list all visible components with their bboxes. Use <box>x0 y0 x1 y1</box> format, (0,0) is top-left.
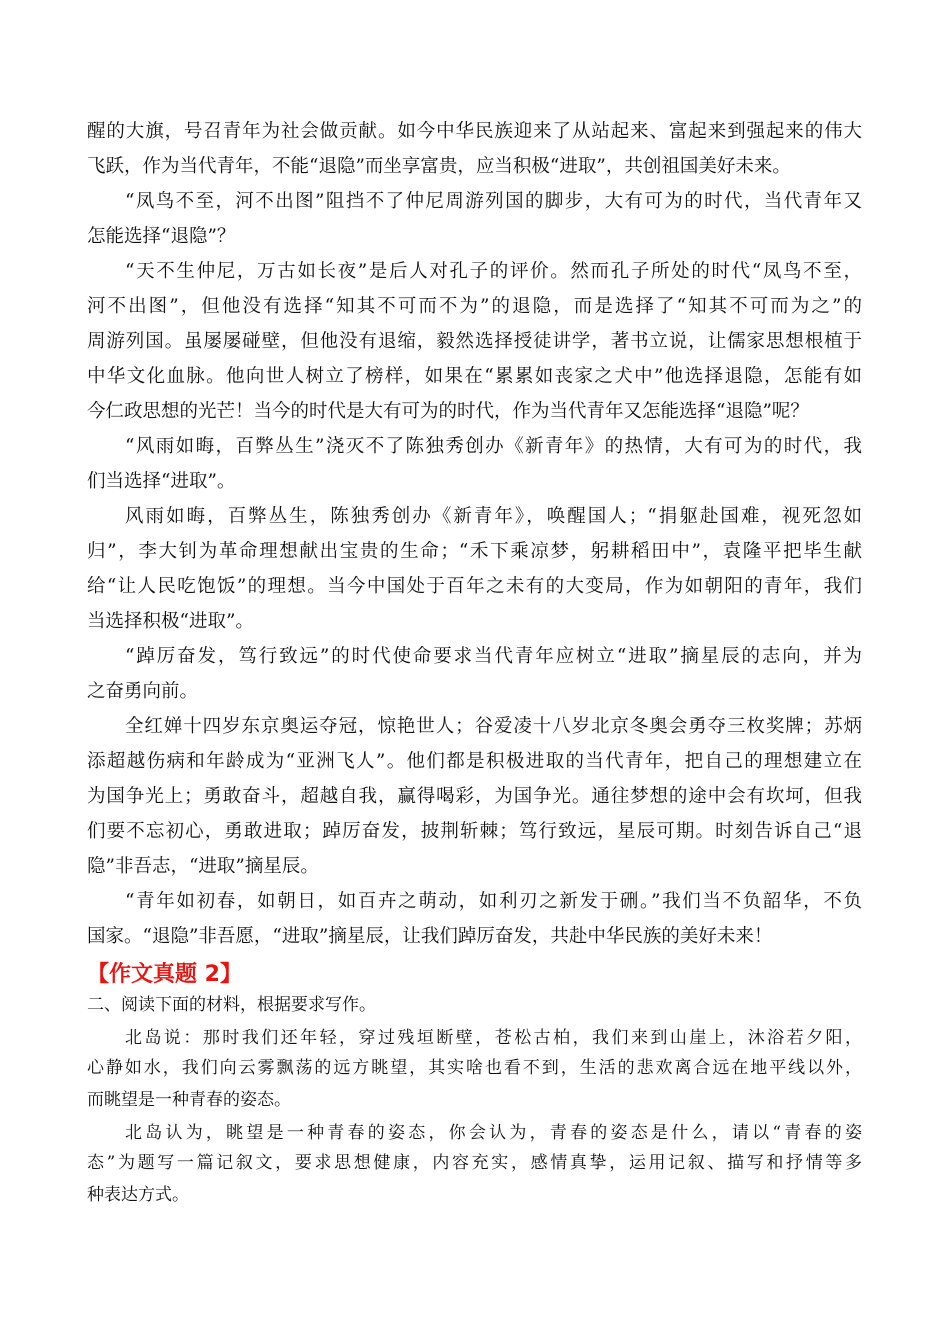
text-line: 今仁政思想的光芒！当今的时代是大有可为的时代，作为当代青年又怎能选择“退隐”呢？ <box>87 401 809 422</box>
text-line: 们要不忘初心，勇敢进取；踔厉奋发，披荆斩棘；笃行致远，星辰可期。时刻告诉自己“退 <box>87 821 862 842</box>
text-line: 醒的大旗，号召青年为社会做贡献。如今中华民族迎来了从站起来、富起来到强起来的伟大 <box>87 121 862 142</box>
text-line: 全红婵十四岁东京奥运夺冠，惊艳世人；谷爱凌十八岁北京冬奥会勇夺三枚奖牌；苏炳 <box>125 716 862 737</box>
text-line: 怎能选择“退隐”？ <box>87 226 236 247</box>
text-line: 归”，李大钊为革命理想献出宝贵的生命；“禾下乘凉梦，躬耕稻田中”，袁隆平把毕生献 <box>87 541 862 562</box>
section-heading: 【作文真题 2】 <box>87 962 242 987</box>
text-line: 周游列国。虽屡屡碰壁，但他没有退缩，毅然选择授徒讲学，著书立说，让儒家思想根植于 <box>87 331 862 352</box>
text-line: 给“让人民吃饱饭”的理想。当今中国处于百年之未有的大变局，作为如朝阳的青年，我们 <box>87 576 862 597</box>
text-line: 之奋勇向前。 <box>87 681 199 702</box>
text-line: 添超越伤病和年龄成为“亚洲飞人”。他们都是积极进取的当代青年，把自己的理想建立在 <box>87 751 862 772</box>
text-line: 而眺望是一种青春的姿态。 <box>87 1090 291 1110</box>
text-line: “青年如初春，如朝日，如百卉之萌动，如利刃之新发于硎。”我们当不负韶华，不负 <box>125 891 862 912</box>
text-line: “天不生仲尼，万古如长夜”是后人对孔子的评价。然而孔子所处的时代“凤鸟不至， <box>125 261 862 282</box>
text-line: “风雨如晦，百弊丛生”浇灭不了陈独秀创办《新青年》的热情，大有可为的时代，我 <box>125 436 862 457</box>
text-line: 们当选择“进取”。 <box>87 471 236 492</box>
text-line: 隐”非吾志，“进取”摘星辰。 <box>87 856 319 877</box>
text-line: 当选择积极“进取”。 <box>87 611 254 632</box>
question-instruction: 二、阅读下面的材料，根据要求写作。 <box>87 995 376 1015</box>
text-line: 种表达方式。 <box>87 1185 189 1205</box>
text-line: 北岛说：那时我们还年轻，穿过残垣断壁，苍松古柏，我们来到山崖上，沐浴若夕阳， <box>125 1028 862 1048</box>
text-line: 北岛认为，眺望是一种青春的姿态，你会认为，青春的姿态是什么，请以“青春的姿 <box>125 1123 862 1143</box>
text-line: 中华文化血脉。他向世人树立了榜样，如果在“累累如丧家之犬中”他选择退隐，怎能有如 <box>87 366 862 387</box>
text-line: “踔厉奋发，笃行致远”的时代使命要求当代青年应树立“进取”摘星辰的志向，并为 <box>125 646 862 667</box>
text-line: 风雨如晦，百弊丛生，陈独秀创办《新青年》，唤醒国人；“捐躯赴国难，视死忽如 <box>125 506 862 527</box>
text-line: 态”为题写一篇记叙文，要求思想健康，内容充实，感情真挚，运用记叙、描写和抒情等多 <box>87 1153 862 1173</box>
text-line: 国家。“退隐”非吾愿，“进取”摘星辰，让我们踔厉奋发，共赴中华民族的美好未来！ <box>87 926 773 947</box>
text-line: 心静如水，我们向云雾飘荡的远方眺望，其实啥也看不到，生活的悲欢离合远在地平线以外， <box>87 1058 862 1078</box>
text-line: 为国争光上；勇敢奋斗，超越自我，赢得喝彩，为国争光。通往梦想的途中会有坎坷，但我 <box>87 786 862 807</box>
text-line: 河不出图”，但他没有选择“知其不可而不为”的退隐，而是选择了“知其不可而为之”的 <box>87 296 862 317</box>
text-line: 飞跃，作为当代青年，不能“退隐”而坐享富贵，应当积极“进取”，共创祖国美好未来。 <box>87 156 791 177</box>
text-line: “凤鸟不至，河不出图”阻挡不了仲尼周游列国的脚步，大有可为的时代，当代青年又 <box>125 191 862 212</box>
